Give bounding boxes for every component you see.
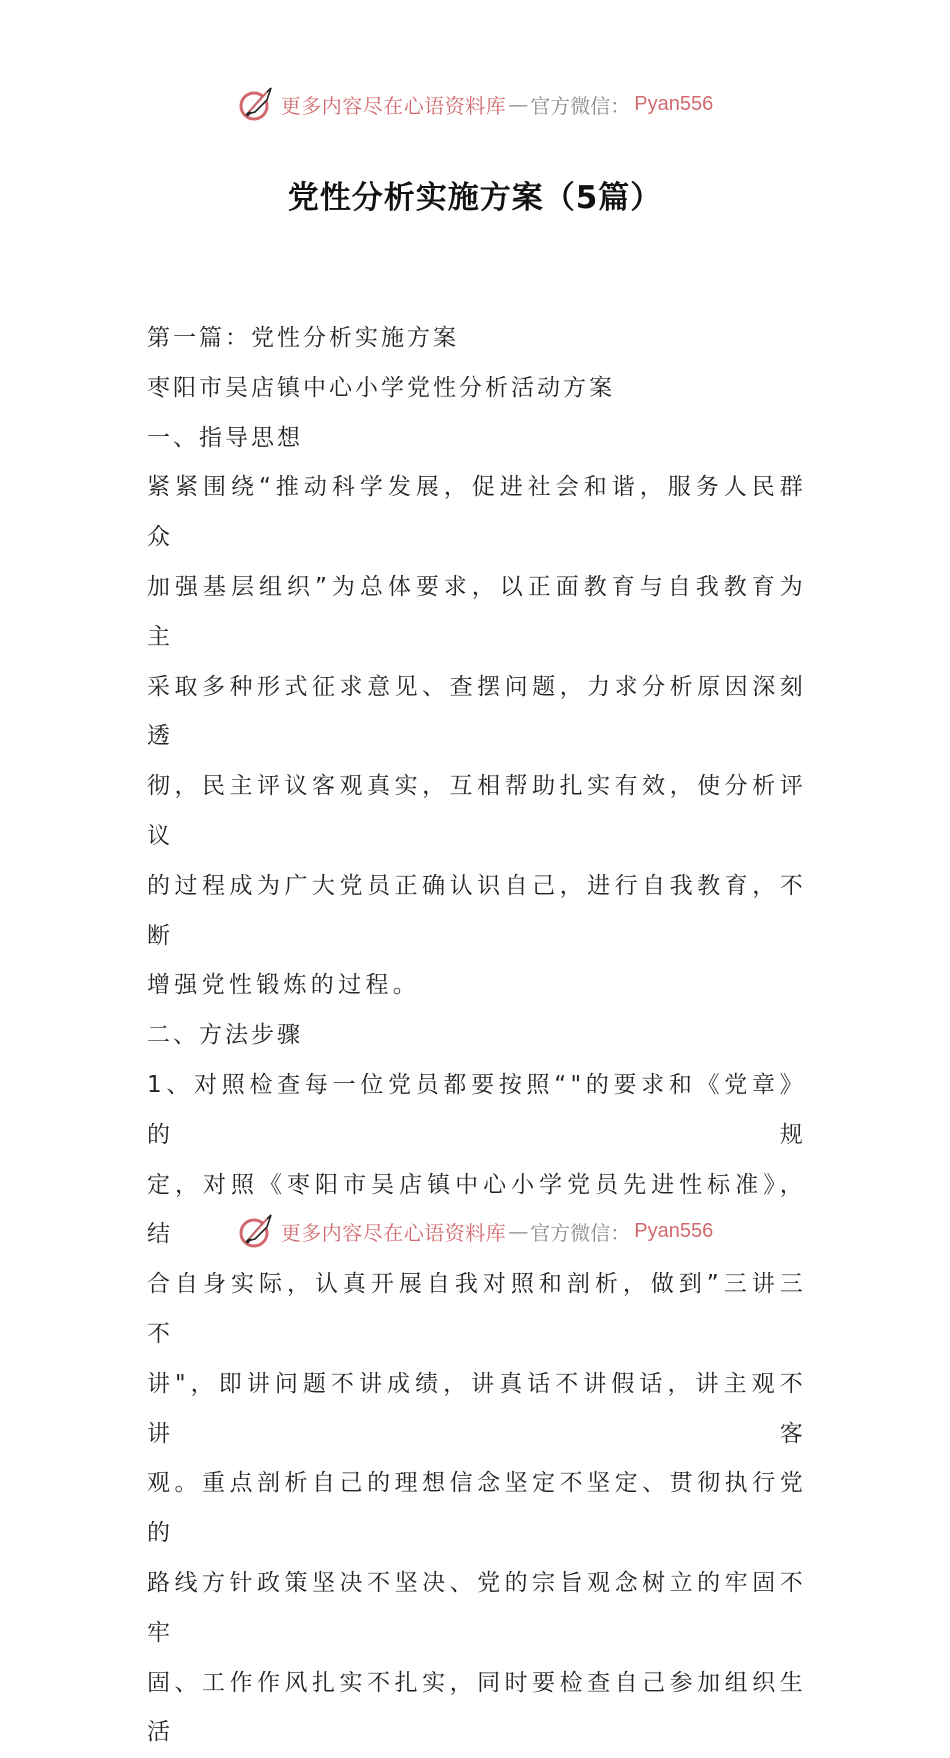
quill-logo-icon xyxy=(237,1211,277,1251)
paragraph-line: 1、对照检查每一位党员都要按照“"的要求和《党章》的规 xyxy=(147,1071,807,1148)
banner-dash: — xyxy=(508,1219,529,1243)
paragraph-line: 路线方针政策坚决不坚决、党的宗旨观念树立的牢固不牢 xyxy=(147,1569,807,1646)
banner-wechat-id: Pyan556 xyxy=(634,1219,714,1242)
paragraph-line: 合自身实际，认真开展自我对照和剖析，做到”三讲三不 xyxy=(147,1271,807,1347)
paragraph-line: 观。重点剖析自己的理想信念坚定不坚定、贯彻执行党的 xyxy=(147,1470,807,1547)
banner-wechat-label: 官方微信： xyxy=(530,93,631,118)
heading-method-steps: 二、方法步骤 xyxy=(147,1022,303,1049)
paragraph-line: 的过程成为广大党员正确认识自己，进行自我教育，不断 xyxy=(147,872,807,949)
quill-logo-icon xyxy=(237,84,277,124)
document-subtitle: 枣阳市吴店镇中心小学党性分析活动方案 xyxy=(147,374,615,401)
footer-banner xyxy=(0,1209,950,1253)
banner-dash: — xyxy=(508,92,529,116)
document-body xyxy=(147,314,807,1758)
paragraph-line: 定，对照《枣阳市吴店镇中心小学党员先进性标准》，结 xyxy=(147,1171,807,1248)
banner-slogan: 更多内容尽在心语资料库 xyxy=(280,1220,507,1245)
paragraph-line: 采取多种形式征求意见、查摆问题，力求分析原因深刻透 xyxy=(147,673,807,750)
document-title: 党性分析实施方案（5篇） xyxy=(287,180,663,216)
heading-guiding-ideology: 一、指导思想 xyxy=(147,424,303,451)
paragraph-line: 固、工作作风扎实不扎实，同时要检查自己参加组织生活 xyxy=(147,1669,807,1746)
paragraph-line: 增强党性锻炼的过程。 xyxy=(147,972,420,999)
paragraph-line: 讲"，即讲问题不讲成绩，讲真话不讲假话，讲主观不讲客 xyxy=(147,1370,807,1447)
banner-slogan: 更多内容尽在心语资料库 xyxy=(280,93,507,118)
banner-wechat-id: Pyan556 xyxy=(634,92,714,115)
header-banner xyxy=(0,82,950,126)
paragraph-line: 彻，民主评议客观真实，互相帮助扎实有效，使分析评议 xyxy=(147,773,807,849)
paragraph-line: 紧紧围绕“推动科学发展，促进社会和谐，服务人民群众 xyxy=(147,474,807,551)
paragraph-line: 加强基层组织”为总体要求，以正面教育与自我教育为主 xyxy=(147,573,807,650)
section-heading: 第一篇：党性分析实施方案 xyxy=(147,325,459,351)
banner-wechat-label: 官方微信： xyxy=(530,1220,631,1245)
